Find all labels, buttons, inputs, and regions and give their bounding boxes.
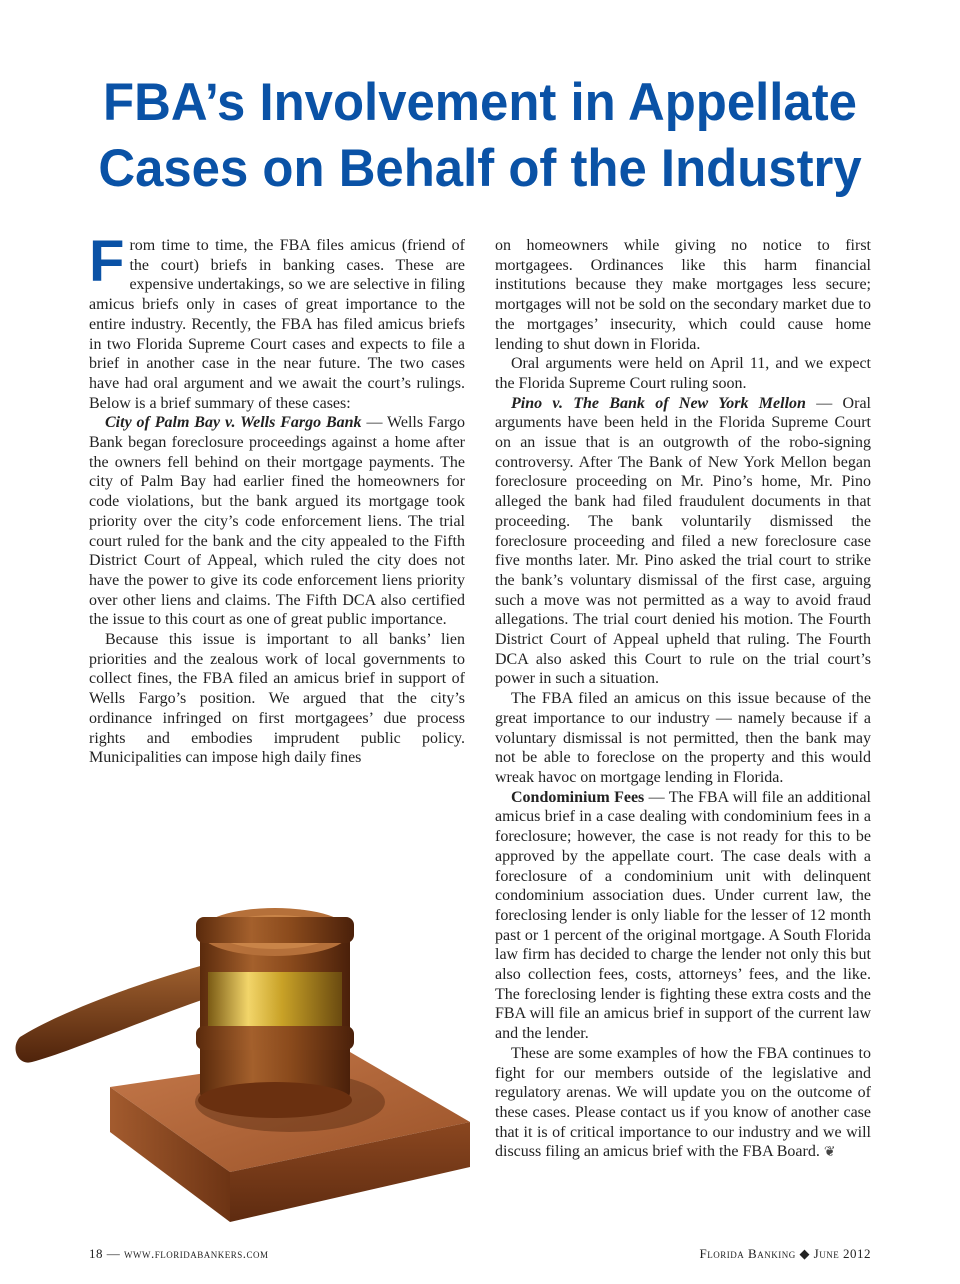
condominium-fees-paragraph: Condominium Fees — The FBA will file an additional amicus brief in a case dealing with condominium fees in a foreclosure; however, the case is not ready for this to be approved by the appellate court. The case deals with a foreclosure of a condominium unit with delinquent condominium association dues. Under current law, the foreclosing lender is only liable for the lesser of 12 month past or 1 percent of the original mortgage. A South Florida law firm has decided to charge the lender not only this but also collection fees, costs, attorneys’ fees, and the like. The foreclosing lender is fighting these extra costs and the FBA will file an amicus brief in support of the current law and the lender. bbox=[495, 788, 872, 1043]
continued-paragraph: on homeowners while giving no notice to first mortgagees. Ordinances like this harm financial institutions because they make mortgages less secure; mortgages will not be sold on the secondary market due to the mortgages’ insecurity, which could cause home lending to shut down in Florida. bbox=[495, 237, 871, 353]
case-title-pino: Pino v. The Bank of New York Mellon bbox=[511, 394, 806, 412]
title-line-1: FBA’s Involvement in Appellate bbox=[103, 73, 857, 132]
article-column-right bbox=[495, 236, 871, 1163]
article-column-left bbox=[89, 229, 465, 768]
case-palm-bay-paragraph: City of Palm Bay v. Wells Fargo Bank — Wells Fargo Bank began foreclosure proceedings against a home after the owners fell behind on their mortgage payments. The city of Palm Bay had earlier fined the homeowners for code violations, but the bank argued its mortgage took priority over the city’s code enforcement liens. The trial court ruled for the bank and the city appealed to the Fifth District Court of Appeal, which ruled the city does not have the power to give its code enforcement liens priority over other liens and claims. The Fifth DCA also certified the issue to this court as one of great public importance. bbox=[89, 414, 465, 629]
footer-publication: Florida Banking ◆ June 2012 bbox=[699, 1246, 871, 1261]
case-title-condominium: Condominium Fees bbox=[511, 788, 645, 806]
drop-cap: F bbox=[89, 229, 125, 294]
case-palm-bay-argument: Because this issue is important to all banks’ lien priorities and the zealous work of local governments to collect fines, the FBA filed an amicus brief in support of Wells Fargo’s position. We argued that the city’s ordinance infringed on first mortgagees’ due process rights and embodies imprudent public policy. Municipalities can impose high daily fines bbox=[89, 631, 465, 767]
page-title bbox=[19, 70, 941, 202]
fba-amicus-paragraph: The FBA filed an amicus on this issue because of the great importance to our industry — namely because if a voluntary dismissal is not permitted, then the bank may not be able to foreclose on the property and this would wreak havoc on mortgage lending in Florida. bbox=[495, 690, 871, 786]
intro-paragraph: From time to time, the FBA files amicus (friend of the court) briefs in banking cases. These are expensive undertakings, so we are selective in filing amicus briefs only in cases of great importance to the entire industry. Recently, the FBA has filed amicus briefs in two Florida Supreme Court cases and expects to file a brief in another case in the near future. The two cases have had oral argument and we await the court’s rulings. Below is a brief summary of these cases: bbox=[89, 229, 465, 412]
gavel-illustration bbox=[0, 812, 480, 1232]
case-title-palm-bay: City of Palm Bay v. Wells Fargo Bank bbox=[105, 414, 362, 432]
footer-page-number: 18 — www.floridabankers.com bbox=[89, 1246, 269, 1261]
case-pino-paragraph: Pino v. The Bank of New York Mellon — Oral arguments have been held in the Florida Supreme Court on an issue that is an outgrowth of the robo-signing controversy. After The Bank of New York Mellon began foreclosure proceeding on Mr. Pino’s home, Mr. Pino alleged the bank had filed fraudulent documents in that proceeding. The bank voluntarily dismissed the foreclosure proceeding and filed a new foreclosure case five months later. Mr. Pino asked the trial court to strike the bank’s voluntary dismissal of the first case, arguing such a move was not permitted as a way to avoid fraud allegations. The trial court denied his motion. The Fourth District Court of Appeal upheld that ruling. The Fourth DCA also asked this Court to rule on the trial court’s power in such a situation. bbox=[495, 394, 871, 688]
oral-arguments-paragraph: Oral arguments were held on April 11, and we expect the Florida Supreme Court ruling soon. bbox=[495, 355, 871, 392]
closing-paragraph: These are some examples of how the FBA continues to fight for our members outside of the legislative and regulatory arenas. We will update you on the outcome of these cases. Please contact us if you know of another case that it is of critical importance to our industry and we will discuss filing an amicus brief with the FBA Board. ❦ bbox=[495, 1044, 871, 1161]
title-line-2: Cases on Behalf of the Industry bbox=[98, 139, 862, 198]
end-mark-icon: ❦ bbox=[823, 1145, 836, 1161]
